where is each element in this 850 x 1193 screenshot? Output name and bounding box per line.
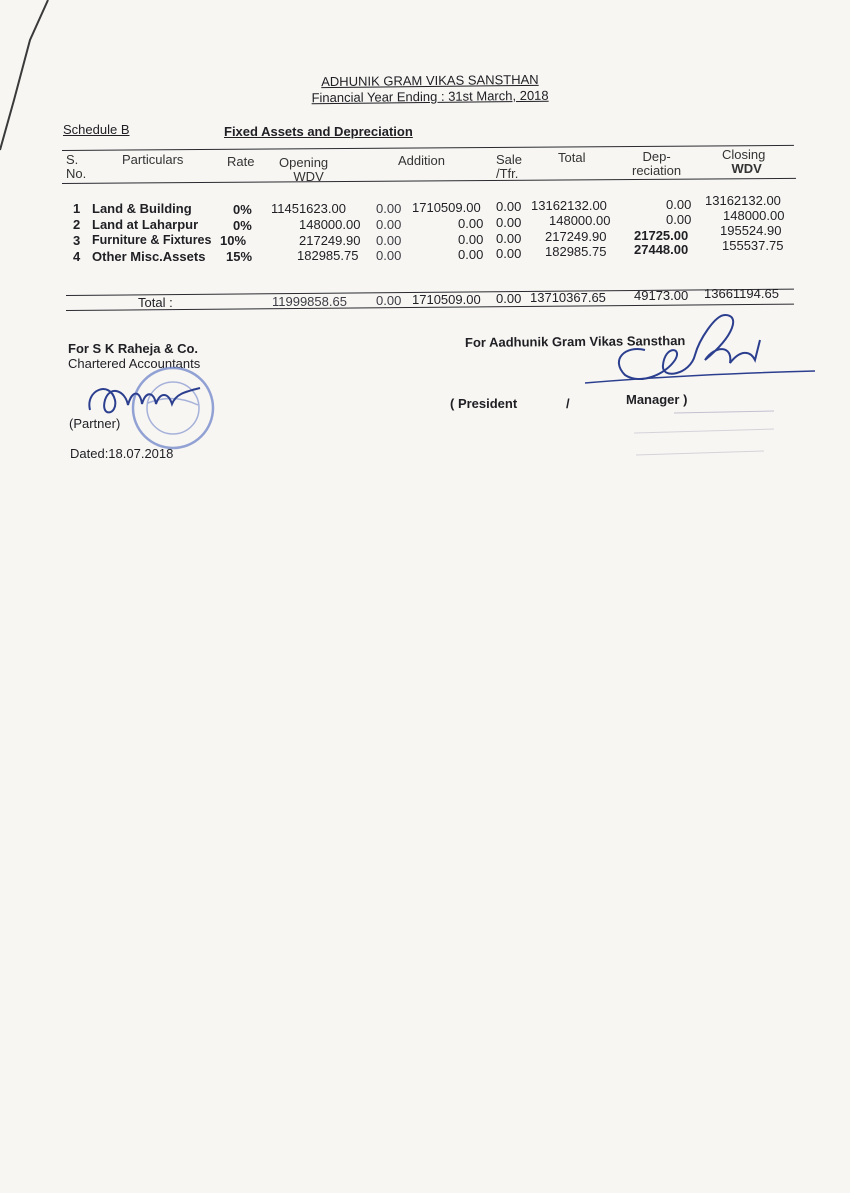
row-addition-a: 0.00 xyxy=(376,217,402,232)
document-header xyxy=(260,71,600,107)
row-rate: 0% xyxy=(233,202,252,217)
total-sale: 0.00 xyxy=(496,291,522,306)
header-addition: Addition xyxy=(398,153,445,168)
row-opening: 182985.75 xyxy=(297,248,359,263)
total-total: 13710367.65 xyxy=(530,290,606,305)
row-particulars: Other Misc.Assets xyxy=(92,249,206,264)
row-sno: 4 xyxy=(73,249,81,264)
row-rate: 10% xyxy=(220,233,247,248)
financial-year: Financial Year Ending : 31st March, 2018 xyxy=(311,87,549,106)
row-rate: 0% xyxy=(233,218,252,233)
org-stamp-icon xyxy=(624,405,794,465)
row-addition-a: 0.00 xyxy=(376,248,402,263)
auditor-designation: Chartered Accountants xyxy=(68,356,201,371)
header-sno: S. No. xyxy=(66,152,87,181)
header-particulars: Particulars xyxy=(122,152,184,167)
row-particulars: Land & Building xyxy=(92,201,192,216)
total-opening: 11999858.65 xyxy=(272,294,347,309)
row-depreciation: 0.00 xyxy=(666,212,692,227)
row-addition-a: 0.00 xyxy=(376,201,402,216)
row-opening: 11451623.00 xyxy=(271,201,346,216)
table-top-rule xyxy=(62,145,794,151)
auditor-dated: Dated:18.07.2018 xyxy=(70,446,174,461)
auditor-partner: (Partner) xyxy=(69,416,121,431)
org-signature-icon xyxy=(565,305,815,395)
row-sale: 0.00 xyxy=(496,246,522,261)
row-closing: 195524.90 xyxy=(720,223,782,238)
row-closing: 13162132.00 xyxy=(705,193,781,208)
row-addition-b: 1710509.00 xyxy=(412,200,481,215)
row-opening: 148000.00 xyxy=(299,217,361,232)
row-opening: 217249.90 xyxy=(299,233,361,248)
organization-name: ADHUNIK GRAM VIKAS SANSTHAN xyxy=(321,71,539,90)
total-closing: 13661194.65 xyxy=(704,286,779,301)
row-particulars: Land at Laharpur xyxy=(92,217,199,232)
row-sno: 3 xyxy=(73,233,81,248)
total-depreciation: 49173.00 xyxy=(634,288,689,303)
row-sale: 0.00 xyxy=(496,231,522,246)
row-sno: 2 xyxy=(73,217,81,232)
row-depreciation: 21725.00 xyxy=(634,228,689,243)
row-depreciation: 27448.00 xyxy=(634,242,689,257)
row-rate: 15% xyxy=(226,249,253,264)
page-edge-shadow xyxy=(0,0,60,160)
org-president: ( President xyxy=(450,396,518,411)
header-closing-wdv: Closing WDV xyxy=(722,147,766,176)
header-opening-wdv: Opening WDV xyxy=(279,155,329,184)
row-sale: 0.00 xyxy=(496,215,522,230)
row-addition-b: 0.00 xyxy=(458,232,484,247)
row-total: 148000.00 xyxy=(549,213,611,228)
header-rate: Rate xyxy=(227,154,255,169)
row-addition-b: 0.00 xyxy=(458,247,484,262)
org-for-line: For Aadhunik Gram Vikas Sansthan xyxy=(464,333,686,350)
total-addition-a: 0.00 xyxy=(376,293,402,308)
row-total: 13162132.00 xyxy=(531,198,607,213)
header-bottom-rule xyxy=(62,178,796,184)
header-total: Total xyxy=(558,150,586,165)
row-total: 182985.75 xyxy=(545,244,607,259)
row-sno: 1 xyxy=(73,201,81,216)
row-closing: 148000.00 xyxy=(723,208,785,223)
row-closing: 155537.75 xyxy=(722,238,784,253)
row-addition-a: 0.00 xyxy=(376,233,402,248)
schedule-title: Fixed Assets and Depreciation xyxy=(224,124,413,139)
row-particulars: Furniture & Fixtures xyxy=(92,233,212,247)
auditor-for-line: For S K Raheja & Co. xyxy=(68,341,199,356)
row-addition-b: 0.00 xyxy=(458,216,484,231)
org-slash: / xyxy=(566,396,570,411)
total-label: Total : xyxy=(138,295,173,310)
row-depreciation: 0.00 xyxy=(666,197,692,212)
total-addition-b: 1710509.00 xyxy=(412,292,481,307)
org-manager: Manager ) xyxy=(626,392,688,407)
row-sale: 0.00 xyxy=(496,199,522,214)
header-depreciation: Dep- reciation xyxy=(632,149,682,178)
schedule-label: Schedule B xyxy=(63,122,130,137)
row-total: 217249.90 xyxy=(545,229,607,244)
header-sale-tfr: Sale /Tfr. xyxy=(496,152,523,181)
